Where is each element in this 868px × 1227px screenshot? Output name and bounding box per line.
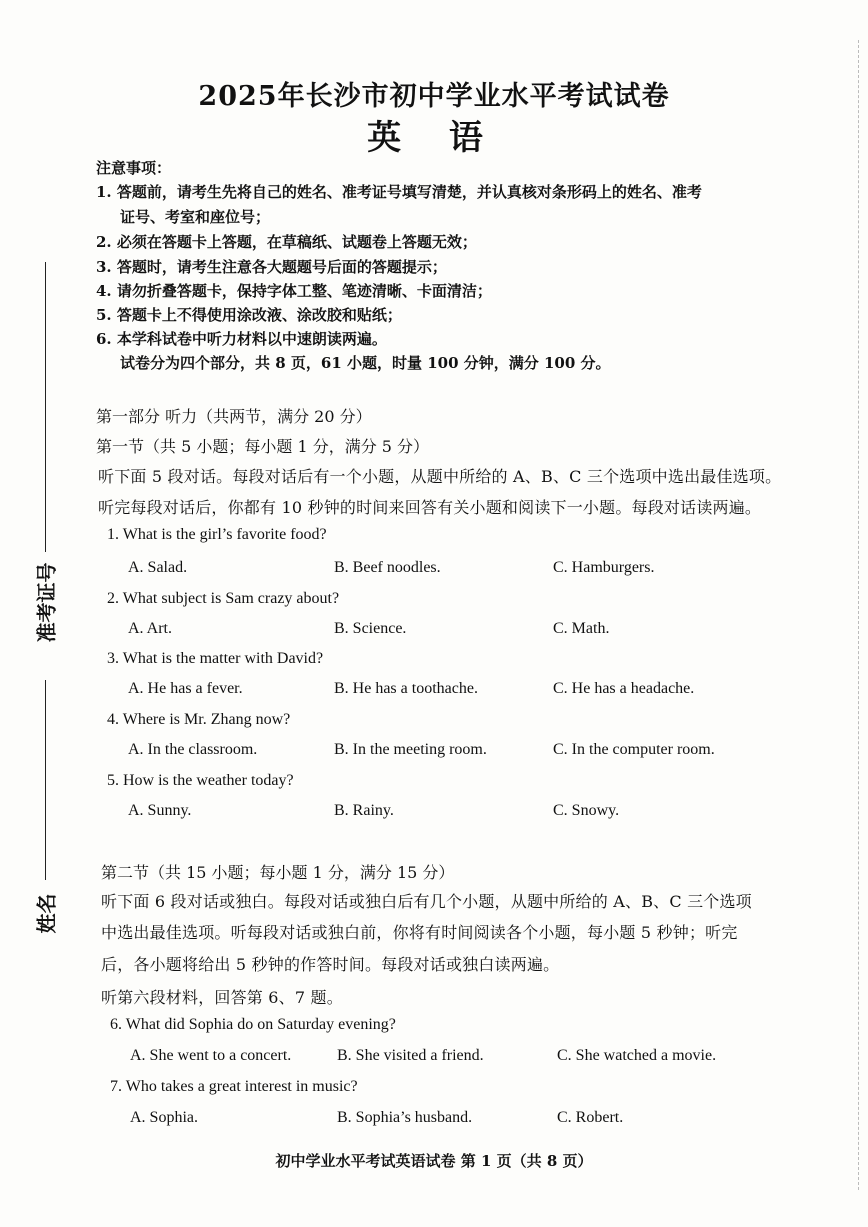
question-5-option-c: C. Snowy.	[553, 802, 620, 819]
question-2-stem: 2. What subject is Sam crazy about?	[107, 590, 340, 607]
name-write-line	[45, 680, 46, 880]
exam-id-write-line	[45, 262, 46, 552]
question-2-option-b: B. Science.	[334, 620, 407, 637]
question-5-option-a: A. Sunny.	[128, 802, 192, 819]
section2-instruction-2: 中选出最佳选项。听每段对话或独白前，你将有时间阅读各个小题，每小题 5 秒钟；听完	[101, 923, 738, 942]
notice-heading: 注意事项：	[96, 159, 172, 177]
question-4-stem: 4. Where is Mr. Zhang now?	[107, 711, 291, 728]
section2-heading: 第二节（共 15 小题；每小题 1 分，满分 15 分）	[101, 863, 455, 882]
question-1-option-b: B. Beef noodles.	[334, 559, 441, 576]
question-5-option-b: B. Rainy.	[334, 802, 394, 819]
part1-heading: 第一部分 听力（共两节，满分 20 分）	[96, 407, 372, 426]
exam-title: 2025年长沙市初中学业水平考试试卷	[198, 81, 670, 112]
section1-instruction-1: 听下面 5 段对话。每段对话后有一个小题，从题中所给的 A、B、C 三个选项中选出最佳选项。	[98, 467, 782, 486]
page-footer: 初中学业水平考试英语试卷 第 1 页（共 8 页）	[275, 1152, 593, 1170]
section2-instruction-1: 听下面 6 段对话或独白。每段对话或独白后有几个小题，从题中所给的 A、B、C 三个选项	[101, 892, 752, 911]
notice-item-3: 3. 答题时，请考生注意各大题题号后面的答题提示；	[96, 258, 447, 276]
notice-item-4: 4. 请勿折叠答题卡，保持字体工整、笔迹清晰、卡面清洁；	[96, 282, 492, 300]
section1-heading: 第一节（共 5 小题；每小题 1 分，满分 5 分）	[96, 437, 430, 456]
notice-item-1: 1. 答题前，请考生先将自己的姓名、准考证号填写清楚，并认真核对条形码上的姓名、准考	[96, 183, 702, 201]
question-7-option-a: A. Sophia.	[130, 1109, 198, 1126]
question-7-stem: 7. Who takes a great interest in music?	[110, 1078, 358, 1095]
question-3-stem: 3. What is the matter with David?	[107, 650, 324, 667]
question-3-option-b: B. He has a toothache.	[334, 680, 478, 697]
question-6-option-c: C. She watched a movie.	[557, 1047, 717, 1064]
exam-id-label: 准考证号	[34, 562, 59, 643]
section2-instruction-3: 后，各小题将给出 5 秒钟的作答时间。每段对话或独白读两遍。	[101, 955, 560, 974]
question-1-stem: 1. What is the girl’s favorite food?	[107, 526, 327, 543]
material-note: 听第六段材料，回答第 6、7 题。	[101, 988, 343, 1007]
question-2-option-c: C. Math.	[553, 620, 610, 637]
question-5-stem: 5. How is the weather today?	[107, 772, 294, 789]
notice-item-2: 2. 必须在答题卡上答题，在草稿纸、试题卷上答题无效；	[96, 233, 477, 251]
question-6-option-a: A. She went to a concert.	[130, 1047, 292, 1064]
subject-title: 英 语	[367, 118, 501, 158]
question-7-option-b: B. Sophia’s husband.	[337, 1109, 473, 1126]
question-3-option-a: A. He has a fever.	[128, 680, 243, 697]
question-4-option-c: C. In the computer room.	[553, 741, 715, 758]
notice-item-5: 5. 答题卡上不得使用涂改液、涂改胶和贴纸；	[96, 306, 402, 324]
question-6-stem: 6. What did Sophia do on Saturday evening?	[110, 1016, 396, 1033]
question-1-option-a: A. Salad.	[128, 559, 188, 576]
question-3-option-c: C. He has a headache.	[553, 680, 695, 697]
question-6-option-b: B. She visited a friend.	[337, 1047, 484, 1064]
notice-item-6: 6. 本学科试卷中听力材料以中速朗读两遍。	[96, 330, 387, 348]
name-label: 姓名	[34, 893, 59, 934]
question-4-option-b: B. In the meeting room.	[334, 741, 487, 758]
question-4-option-a: A. In the classroom.	[128, 741, 258, 758]
notice-summary: 试卷分为四个部分，共 8 页，61 小题，时量 100 分钟，满分 100 分。	[120, 354, 611, 372]
question-7-option-c: C. Robert.	[557, 1109, 624, 1126]
notice-item-1-cont: 证号、考室和座位号；	[120, 208, 271, 226]
section1-instruction-2: 听完每段对话后，你都有 10 秒钟的时间来回答有关小题和阅读下一小题。每段对话读两遍。	[98, 498, 762, 517]
question-1-option-c: C. Hamburgers.	[553, 559, 655, 576]
page-edge-line	[858, 40, 859, 1190]
question-2-option-a: A. Art.	[128, 620, 172, 637]
